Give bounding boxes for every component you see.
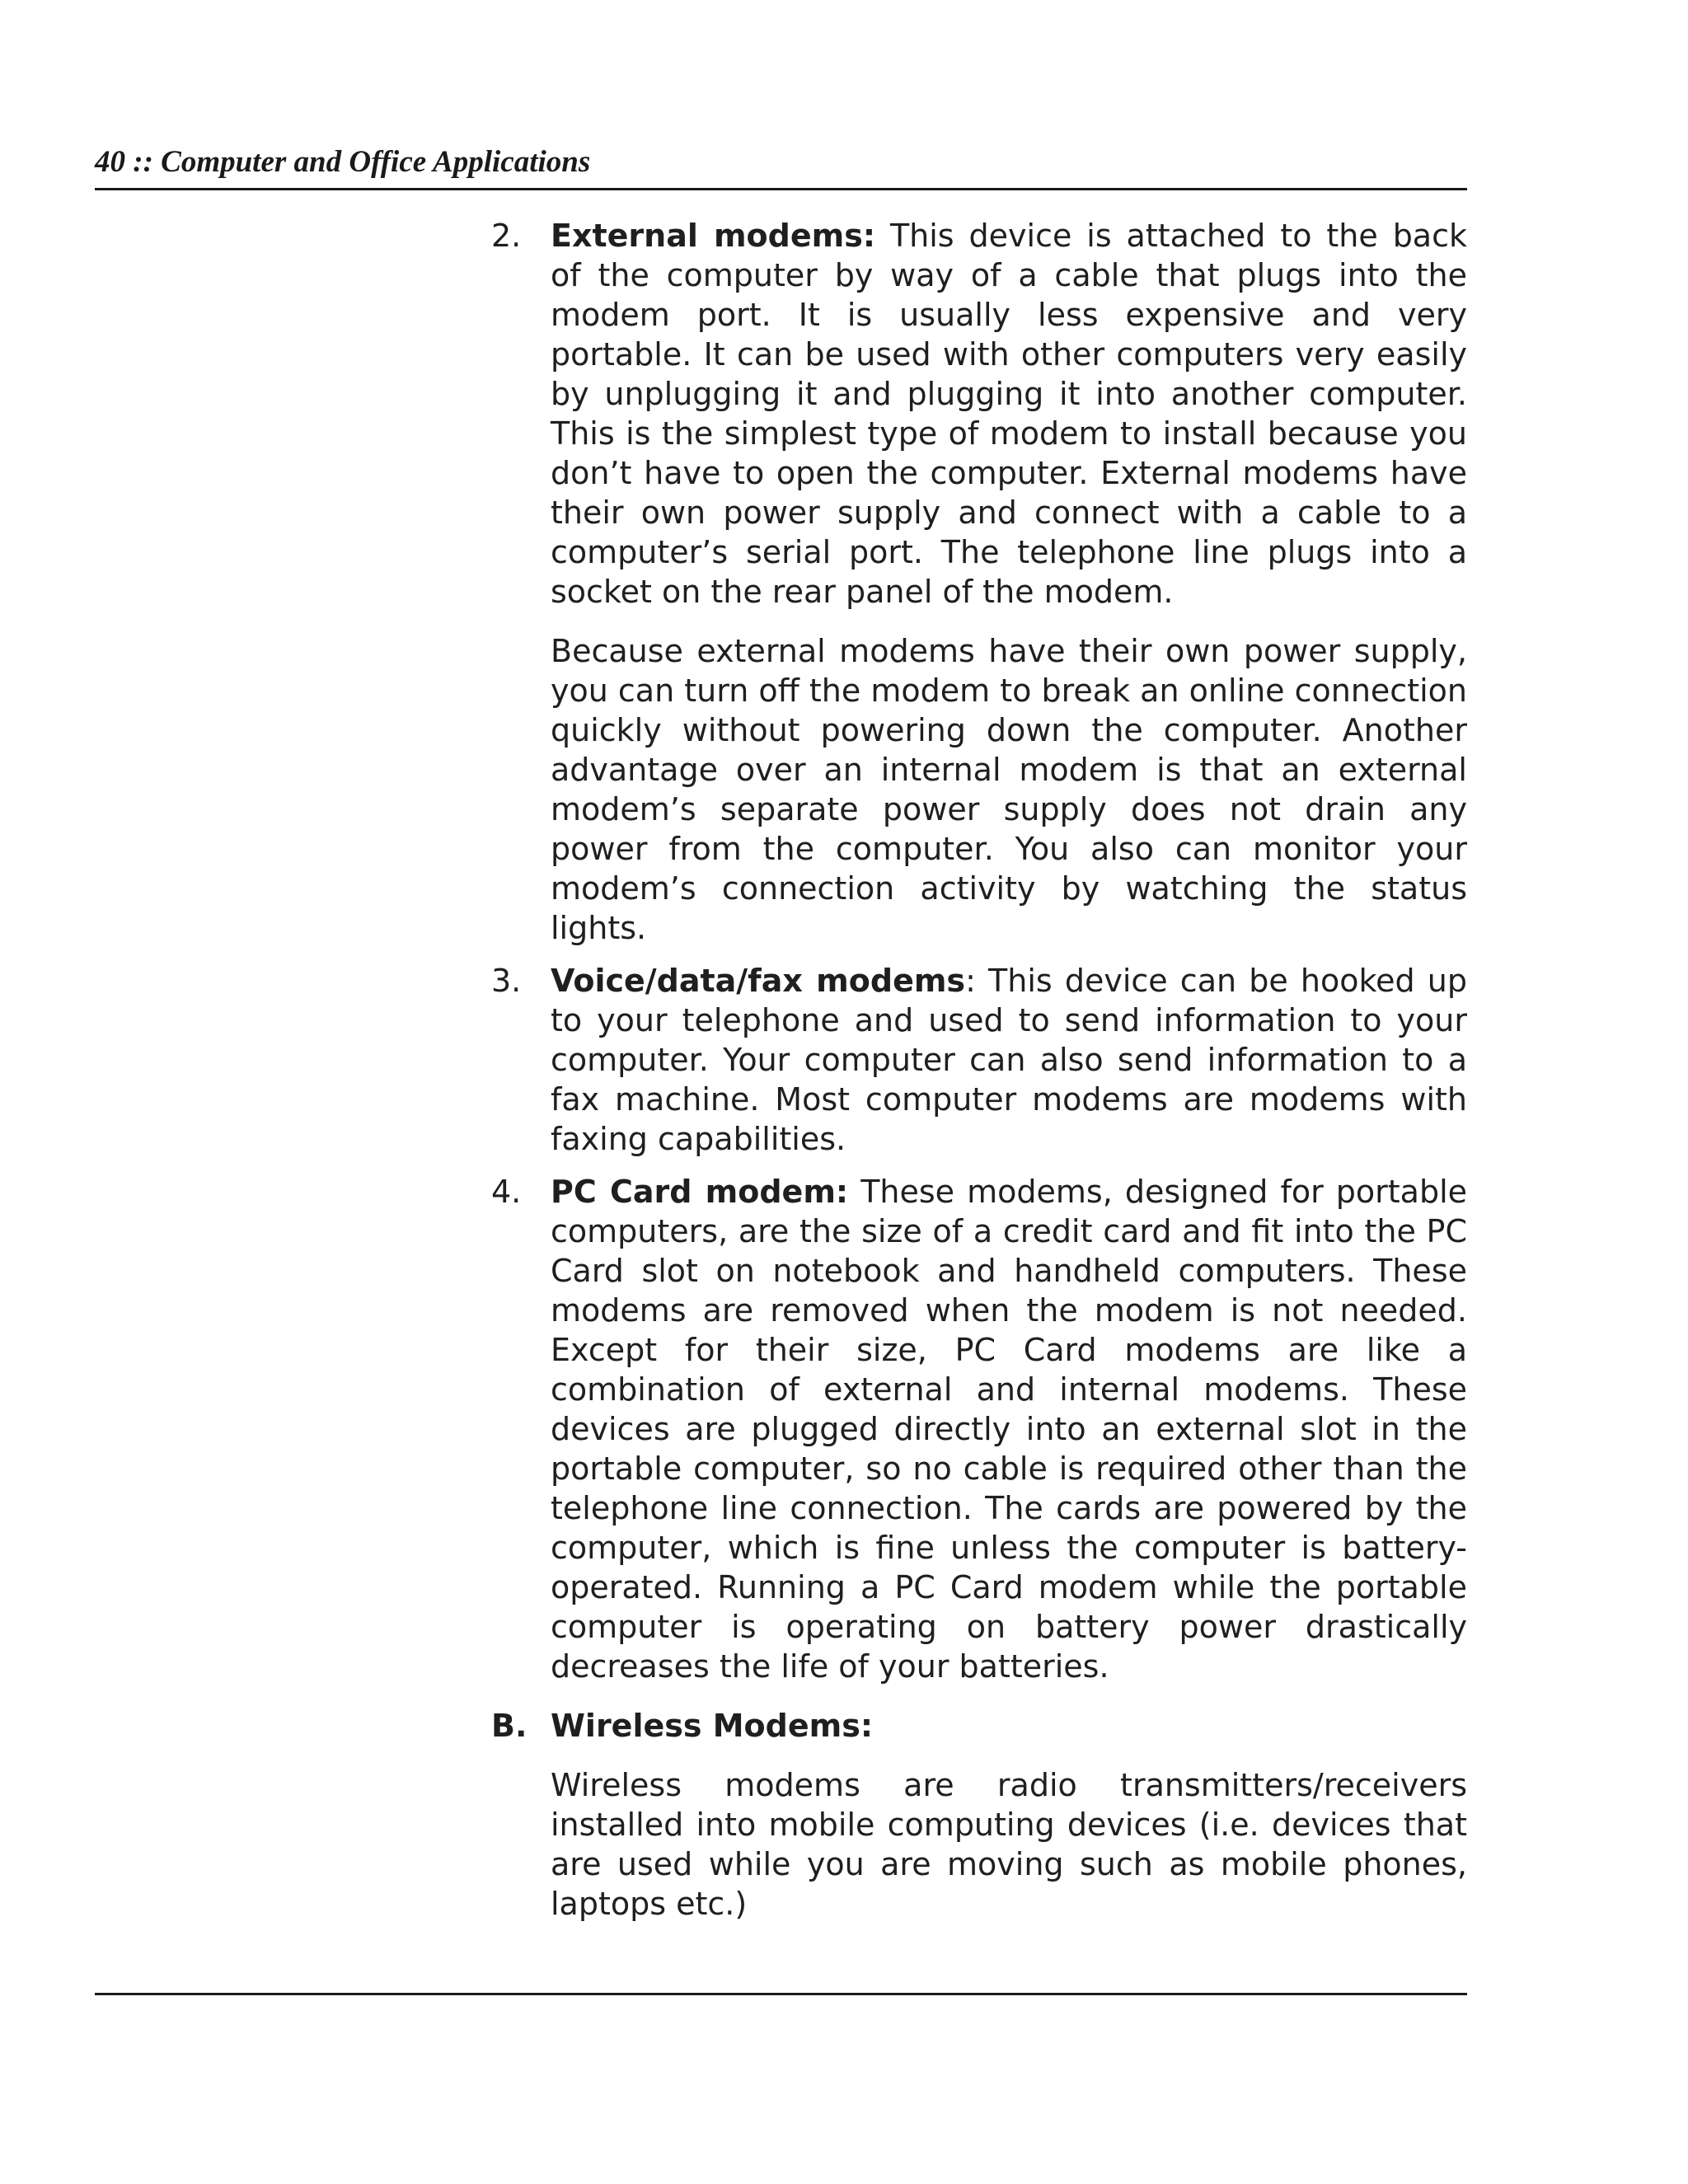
page-content	[486, 216, 1467, 1924]
section-heading-text: Wireless Modems:	[551, 1708, 874, 1744]
item-term: External modems:	[551, 218, 876, 254]
item-body	[551, 216, 1467, 948]
footer-rule	[95, 1993, 1467, 1995]
item-number: 4.	[491, 1174, 522, 1210]
header-rule	[95, 188, 1467, 190]
item-text: : This device can be hooked up to your telephone and used to send information to your computer. Your computer can also send information to a fax machine. Most computer modems are modems with faxing capabilities.	[551, 963, 1467, 1157]
item-paragraph	[551, 1172, 1467, 1686]
item-paragraph: Because external modems have their own power supply, you can turn off the modem to break an online connection quickly without powering down the computer. Another advantage over an internal modem is that an external modem’s separate power supply does not drain any power from the computer. You also can monitor your modem’s connection activity by watching the status lights.	[551, 633, 1467, 946]
section-paragraph: Wireless modems are radio transmitters/receivers installed into mobile computing devices (i.e. devices that are used while you are moving such as mobile phones, laptops etc.)	[551, 1767, 1467, 1922]
item-term: Voice/data/fax modems	[551, 963, 966, 999]
item-text: This device is attached to the back of the computer by way of a cable that plugs into the modem port. It is usually less expensive and very portable. It can be used with other computers very easily by unplugging it and plugging it into another computer. This is the simplest type of modem to install because you don’t have to open the computer. External modems have their own power supply and connect with a cable to a computer’s serial port. The telephone line plugs into a socket on the rear panel of the modem.	[551, 218, 1467, 610]
list-item-voice-data-fax-modems	[486, 961, 1467, 1159]
section-number: B.	[491, 1708, 528, 1744]
section-heading-wireless-modems	[486, 1706, 1467, 1746]
list-item-external-modems	[486, 216, 1467, 948]
item-number: 3.	[491, 963, 522, 999]
item-number: 2.	[491, 218, 522, 254]
item-paragraph	[551, 961, 1467, 1159]
item-body	[551, 1172, 1467, 1686]
item-text: These modems, designed for portable computers, are the size of a credit card and fit into the PC Card slot on notebook and handheld computers. These modems are removed when the modem is not needed. Except for their size, PC Card modems are like a combination of external and internal modems. These devices are plugged directly into an external slot in the portable computer, so no cable is required other than the telephone line connection. The cards are powered by the computer, which is fine unless the computer is battery-operated. Running a PC Card modem while the portable computer is operating on battery power drastically decreases the life of your batteries.	[551, 1174, 1468, 1685]
running-header: 40 :: Computer and Office Applications	[95, 145, 591, 179]
item-term: PC Card modem:	[551, 1174, 849, 1210]
item-paragraph	[551, 216, 1467, 612]
item-body	[551, 961, 1467, 1159]
list-item-pc-card-modem	[486, 1172, 1467, 1686]
